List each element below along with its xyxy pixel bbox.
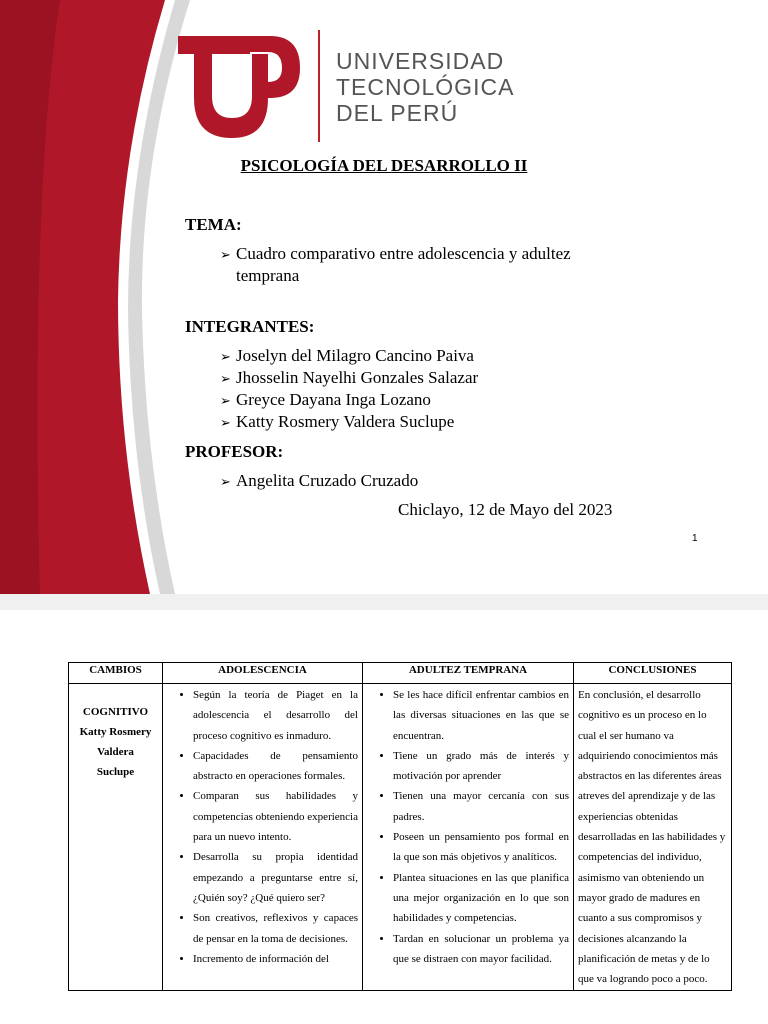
arrow-bullet-icon: ➢ — [220, 247, 231, 262]
logo-divider — [318, 30, 320, 142]
place-date: Chiclayo, 12 de Mayo del 2023 — [398, 500, 613, 519]
integrante-name: Joselyn del Milagro Cancino Paiva — [236, 346, 474, 365]
comparative-table — [68, 662, 732, 991]
adolescencia-list — [167, 685, 358, 969]
adultez-list — [367, 685, 569, 969]
tema-text: Cuadro comparativo entre adolescencia y adultez — [236, 244, 571, 263]
list-item: • Comparan sus habilidades y competencias obteniendo experiencia para un nuevo intento. — [193, 786, 358, 847]
table-page — [0, 610, 768, 1024]
cambio-cell — [69, 684, 163, 991]
page-gap — [0, 594, 768, 610]
cambio-line: Suclupe — [96, 766, 135, 778]
header-adolescencia: ADOLESCENCIA — [163, 663, 363, 684]
tema-item — [220, 243, 571, 266]
integrante-item — [220, 345, 474, 368]
header-conclusiones: CONCLUSIONES — [574, 663, 732, 684]
cambio-line: Valdera — [97, 746, 134, 758]
arrow-bullet-icon: ➢ — [220, 371, 231, 386]
cambio-line: COGNITIVO — [82, 706, 149, 718]
header-adultez: ADULTEZ TEMPRANA — [363, 663, 574, 684]
list-item: • Plantea situaciones en las que planifica una mejor organización en lo que son habilidades y competencias. — [393, 868, 569, 929]
adultez-cell — [363, 684, 574, 991]
tema-heading: TEMA: — [185, 215, 242, 234]
list-item: • Poseen un pensamiento pos formal en la que son más objetivos y analíticos. — [393, 827, 569, 868]
arrow-bullet-icon: ➢ — [220, 474, 231, 489]
university-name-line: TECNOLÓGICA — [336, 74, 515, 100]
university-name — [336, 48, 514, 126]
university-name-line: UNIVERSIDAD — [336, 48, 505, 74]
list-item: • Capacidades de pensamiento abstracto en operaciones formales. — [193, 746, 358, 787]
list-item: • Son creativos, reflexivos y capaces de pensar en la toma de decisiones. — [193, 908, 358, 949]
cambio-line: Katty Rosmery — [79, 726, 152, 738]
course-title: PSICOLOGÍA DEL DESARROLLO II — [240, 156, 528, 175]
integrante-name: Katty Rosmery Valdera Suclupe — [236, 412, 455, 431]
list-item: • Se les hace difícil enfrentar cambios en las diversas situaciones en las que se encuentran. — [393, 685, 569, 746]
utp-logo-icon — [178, 32, 303, 144]
table-row — [69, 684, 732, 991]
conclusion-cell: En conclusión, el desarrollo cognitivo es un proceso en lo cual el ser humano va adquiriendo conocimientos más abstractos en las diferentes áreas atreves del aprendizaje y de las experiencias obtenidas desarrolladas en las habilidades y competencias del individuo, asimismo van obteniendo un mayor grado de madures en cuanto a sus compromisos y decisiones alcanzando la planificación de metas y de lo que va logrando poco a poco. — [574, 684, 732, 991]
university-name-line: DEL PERÚ — [336, 100, 459, 126]
profesor-item — [220, 470, 418, 493]
integrante-item — [220, 411, 454, 434]
integrante-item — [220, 389, 431, 412]
arrow-bullet-icon: ➢ — [220, 393, 231, 408]
header-cambios: CAMBIOS — [69, 663, 163, 684]
tema-text-continued: temprana — [236, 266, 300, 285]
list-item: • Desarrolla su propia identidad empezando a preguntarse entre sí, ¿Quién soy? ¿Qué quiero ser? — [193, 847, 358, 908]
profesor-name: Angelita Cruzado Cruzado — [236, 471, 419, 490]
list-item: • Según la teoría de Piaget en la adolescencia el desarrollo del proceso cognitivo es inmaduro. — [193, 685, 358, 746]
list-item: • Tienen una mayor cercanía con sus padres. — [393, 786, 569, 827]
integrante-name: Jhosselin Nayelhi Gonzales Salazar — [236, 368, 479, 387]
profesor-heading: PROFESOR: — [185, 442, 284, 461]
arrow-bullet-icon: ➢ — [220, 415, 231, 430]
arrow-bullet-icon: ➢ — [220, 349, 231, 364]
table-header-row — [69, 663, 732, 684]
adolescencia-cell — [163, 684, 363, 991]
list-item: • Incremento de información del — [193, 949, 358, 969]
integrante-name: Greyce Dayana Inga Lozano — [236, 390, 431, 409]
list-item: • Tardan en solucionar un problema ya que se distraen con mayor facilidad. — [393, 929, 569, 970]
integrantes-heading: INTEGRANTES: — [185, 317, 315, 336]
page-number: 1 — [692, 533, 698, 544]
integrante-item — [220, 367, 478, 390]
list-item: • Tiene un grado más de interés y motivación por aprender — [393, 746, 569, 787]
